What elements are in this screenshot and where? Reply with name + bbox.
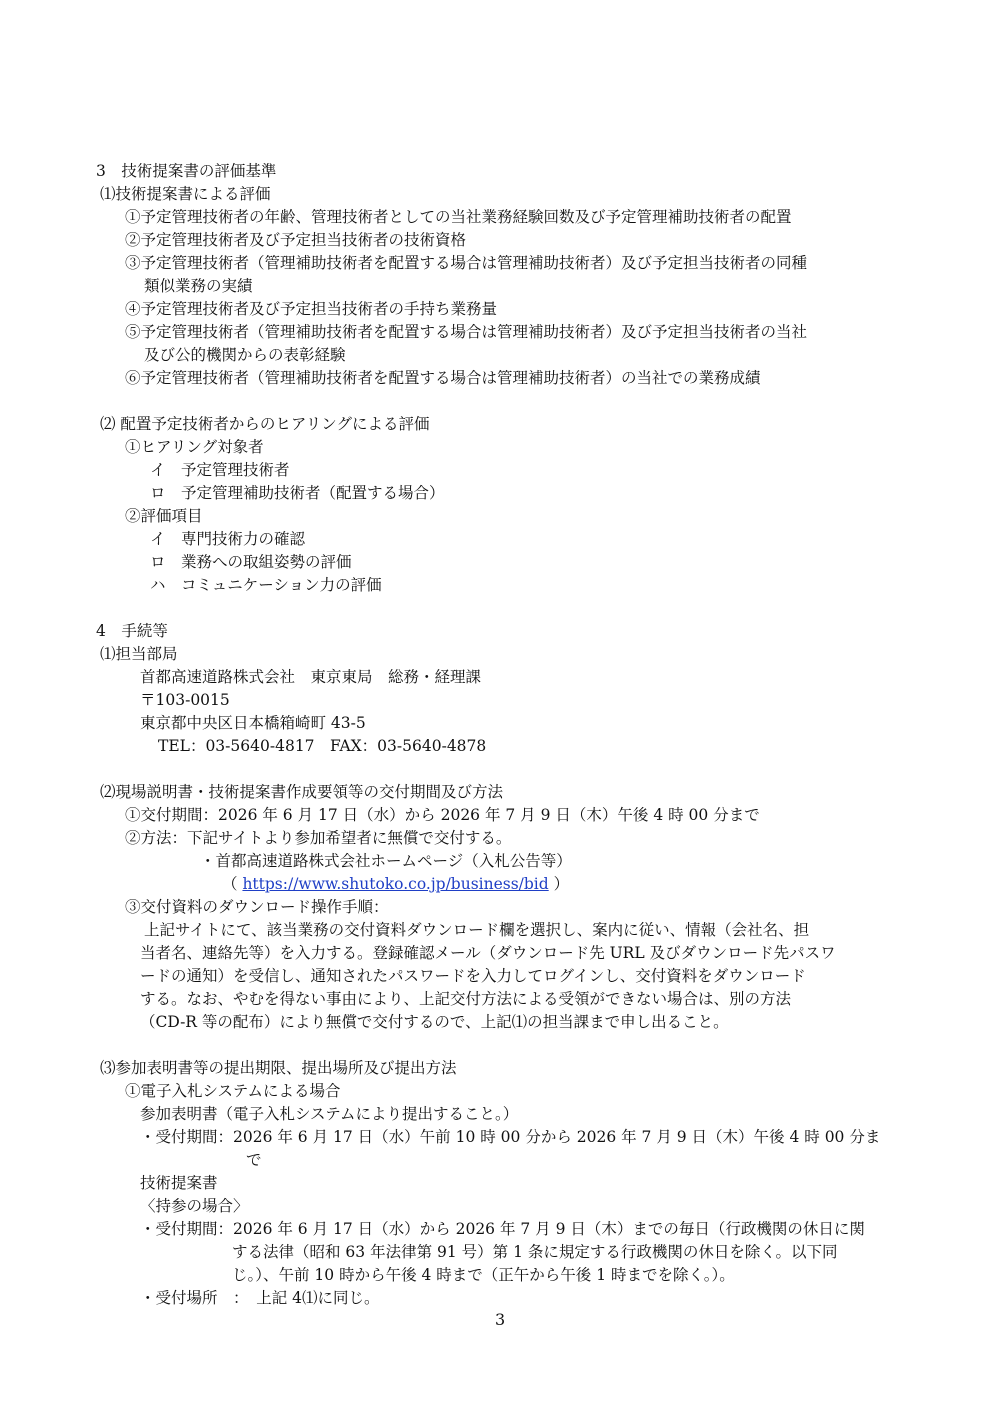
carry-in-period-2: する法律（昭和 63 年法律第 91 号）第 1 条に規定する行政機関の休日を除く。以下同 (232, 1243, 838, 1261)
criterion-3-cont: 類似業務の実績 (144, 277, 253, 295)
evaluation-items-heading: ②評価項目 (125, 507, 203, 525)
distribution-heading: ⑵現場説明書・技術提案書作成要領等の交付期間及び方法 (100, 783, 504, 801)
hearing-target-i: イ 予定管理技術者 (150, 461, 290, 479)
carry-in-period-3: じ。）、午前 10 時から午後 4 時まで（正午から午後 1 時までを除く。）。 (232, 1266, 735, 1284)
distribution-period: ①交付期間：2026 年 6 月 17 日（水）から 2026 年 7 月 9 日（木）午後 4 時 00 分まで (125, 806, 760, 824)
homepage-item: ・首都高速道路株式会社ホームページ（入札公告等） (200, 852, 572, 870)
participation-form: 参加表明書（電子入札システムにより提出すること。） (140, 1105, 519, 1123)
homepage-url-line (222, 873, 569, 895)
section-3-heading: 3 技術提案書の評価基準 (96, 162, 277, 180)
download-procedure-text-3: ードの通知）を受信し、通知されたパスワードを入力してログインし、交付資料をダウンロード (140, 967, 806, 985)
phone-fax: TEL：03-5640-4817 FAX：03-5640-4878 (158, 737, 487, 755)
carry-in-location: ・受付場所 ： 上記 4⑴に同じ。 (140, 1289, 380, 1307)
address: 東京都中央区日本橋箱崎町 43-5 (140, 714, 366, 732)
criterion-5: ⑤予定管理技術者（管理補助技術者を配置する場合は管理補助技術者）及び予定担当技術者の当社 (125, 323, 808, 341)
participation-period-cont: で (246, 1151, 262, 1169)
evaluation-item-ha: ハ コミュニケーション力の評価 (150, 576, 382, 594)
carry-in-heading: 〈持参の場合〉 (140, 1197, 249, 1215)
carry-in-period-1: ・受付期間：2026 年 6 月 17 日（水）から 2026 年 7 月 9 日（木）までの毎日（行政機関の休日に関 (140, 1220, 865, 1238)
participation-period: ・受付期間：2026 年 6 月 17 日（水）午前 10 時 00 分から 2026 年 7 月 9 日（木）午後 4 時 00 分ま (140, 1128, 881, 1146)
distribution-method: ②方法：下記サイトより参加希望者に無償で交付する。 (125, 829, 512, 847)
download-procedure-heading: ③交付資料のダウンロード操作手順： (125, 898, 389, 916)
download-procedure-text-1: 上記サイトにて、該当業務の交付資料ダウンロード欄を選択し、案内に従い、情報（会社名、担 (144, 921, 810, 939)
download-procedure-text-5: （CD-R 等の配布）により無償で交付するので、上記⑴の担当課まで申し出ること。 (140, 1013, 729, 1031)
download-procedure-text-2: 当者名、連絡先等）を入力する。登録確認メール（ダウンロード先 URL 及びダウンロード先パスワ (140, 944, 836, 962)
criterion-4: ④予定管理技術者及び予定担当技術者の手持ち業務量 (125, 300, 498, 318)
hearing-target-ro: ロ 予定管理補助技術者（配置する場合） (150, 484, 445, 502)
page-number: 3 (495, 1310, 506, 1329)
criterion-5-cont: 及び公的機関からの表彰経験 (144, 346, 346, 364)
submission-heading: ⑶参加表明書等の提出期限、提出場所及び提出方法 (100, 1059, 457, 1077)
criterion-2: ②予定管理技術者及び予定担当技術者の技術資格 (125, 231, 467, 249)
technical-proposal-heading: 技術提案書 (140, 1174, 218, 1192)
criterion-1: ①予定管理技術者の年齢、管理技術者としての当社業務経験回数及び予定管理補助技術者の配置 (125, 208, 792, 226)
link-open-paren: （ (222, 875, 243, 893)
criterion-3: ③予定管理技術者（管理補助技術者を配置する場合は管理補助技術者）及び予定担当技術者の同種 (125, 254, 808, 272)
section-4-heading: 4 手続等 (96, 622, 168, 640)
postal-code: 〒103-0015 (140, 691, 230, 709)
subsection-2-heading: ⑵ 配置予定技術者からのヒアリングによる評価 (100, 415, 430, 433)
download-procedure-text-4: する。なお、やむを得ない事由により、上記交付方法による受領ができない場合は、別の方法 (140, 990, 792, 1008)
hearing-targets-heading: ①ヒアリング対象者 (125, 438, 264, 456)
evaluation-item-ro: ロ 業務への取組姿勢の評価 (150, 553, 352, 571)
electronic-bidding-heading: ①電子入札システムによる場合 (125, 1082, 341, 1100)
evaluation-item-i: イ 専門技術力の確認 (150, 530, 306, 548)
criterion-6: ⑥予定管理技術者（管理補助技術者を配置する場合は管理補助技術者）の当社での業務成績 (125, 369, 761, 387)
department-name: 首都高速道路株式会社 東京東局 総務・経理課 (140, 668, 482, 686)
department-heading: ⑴担当部局 (100, 645, 178, 663)
subsection-1-heading: ⑴技術提案書による評価 (100, 185, 271, 203)
link-close-paren: ） (548, 875, 570, 893)
bid-page-link[interactable]: https://www.shutoko.co.jp/business/bid (242, 875, 549, 893)
